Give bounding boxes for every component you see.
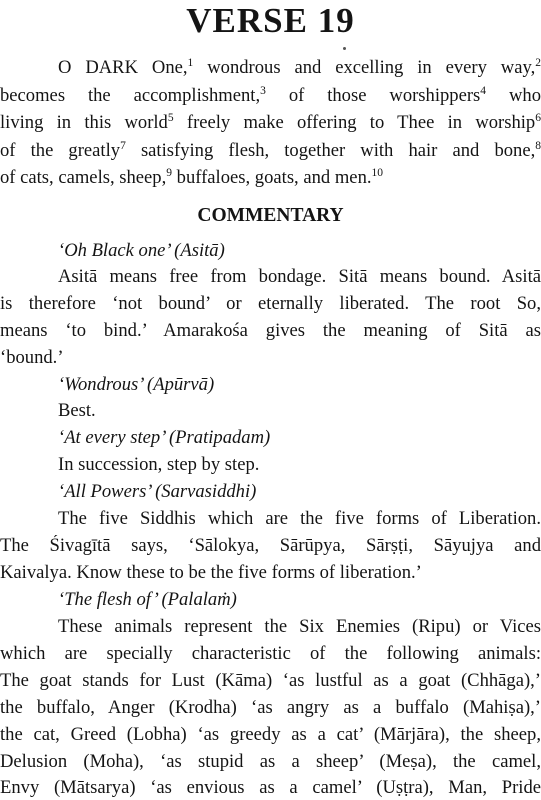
verse-line-4: of the greatly$^7$ satisfying flesh, together with hair and bone,$^8$ [0, 140, 541, 161]
gloss-heading-palalam: ‘The flesh of’ (Palalaṁ) [58, 589, 237, 610]
commentary-line: Envy (Mātsarya) ‘as envious as a camel’ (Uṣṭra), Man, Pride [0, 777, 541, 798]
commentary-line: the cat, Greed (Lobha) ‘as greedy as a cat’ (Mārjāra), the sheep, [0, 724, 541, 745]
commentary-line: Kaivalya. Know these to be the five forms of liberation.’ [0, 562, 422, 583]
commentary-line: means ‘to bind.’ Amarakośa gives the meaning of Sitā as [0, 320, 541, 341]
commentary-line: ‘bound.’ [0, 347, 64, 368]
commentary-line: In succession, step by step. [58, 454, 260, 475]
verse-line-5: of cats, camels, sheep,$^9$ buffaloes, goats, and men.$^{10}$ [0, 167, 384, 188]
commentary-line: which are specially characteristic of the following animals: [0, 643, 541, 664]
verse-line-2: becomes the accomplishment,$^3$ of those worshippers$^4$ who [0, 85, 541, 106]
commentary-line: Delusion (Moha), ‘as stupid as a sheep’ (Meṣa), the camel, [0, 751, 541, 772]
commentary-line: The five Siddhis which are the five forms of Liberation. [58, 508, 541, 529]
commentary-line: The goat stands for Lust (Kāma) ‘as lustful as a goat (Chhāga),’ [0, 670, 541, 691]
page-title: VERSE 19 [186, 1, 355, 40]
verse-line-3: living in this world$^5$ freely make offering to Thee in worship$^6$ [0, 112, 541, 133]
gloss-heading-pratipadam: ‘At every step’ (Pratipadam) [58, 427, 271, 448]
commentary-line: Asitā means free from bondage. Sitā means bound. Asitā [58, 266, 541, 287]
commentary-line: These animals represent the Six Enemies (Ripu) or Vices [58, 616, 541, 637]
gloss-heading-asita: ‘Oh Black one’ (Asitā) [58, 240, 225, 261]
gloss-heading-apurva: ‘Wondrous’ (Apūrvā) [58, 374, 215, 395]
commentary-line: the buffalo, Anger (Krodha) ‘as angry as a buffalo (Mahiṣa),’ [0, 697, 541, 718]
gloss-heading-sarvasiddhi: ‘All Powers’ (Sarvasiddhi) [58, 481, 257, 502]
commentary-line: Best. [58, 400, 96, 421]
commentary-line: is therefore ‘not bound’ or eternally liberated. The root So, [0, 293, 541, 314]
verse-line-1: O DARK One,$^1$ wondrous and excelling in every way,$^2$ [58, 57, 541, 78]
speck-mark [343, 47, 346, 50]
commentary-line: The Śivagītā says, ‘Sālokya, Sārūpya, Sārṣṭi, Sāyujya and [0, 535, 541, 556]
commentary-heading: COMMENTARY [197, 205, 344, 226]
